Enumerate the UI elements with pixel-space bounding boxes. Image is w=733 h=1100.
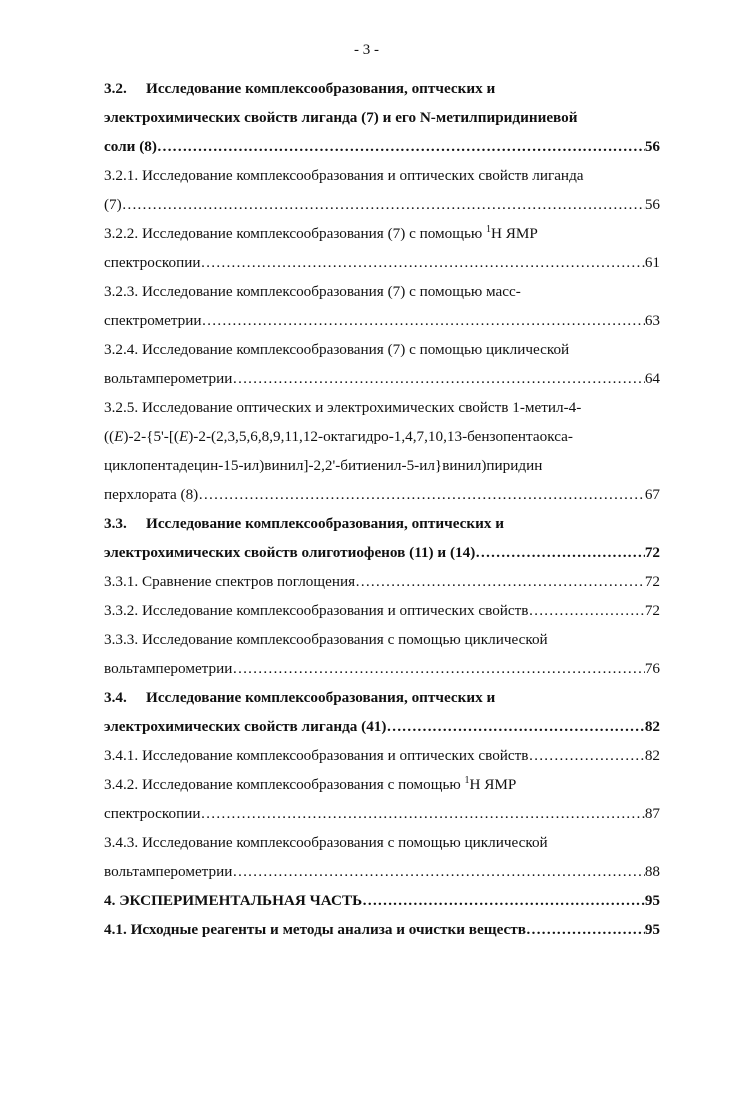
toc-entry-3-4-3-line1 — [104, 828, 660, 857]
toc-text: перхлората (8) — [104, 486, 199, 503]
section-number: 3.2. — [104, 80, 127, 97]
toc-entry-3-4-3-line2 — [104, 857, 660, 886]
toc-entry-3-3-3-line2 — [104, 654, 660, 683]
toc-text: 3.3.2. Исследование комплексообразования и оптических свойств — [104, 602, 529, 619]
toc-entry-3-2-3-line1 — [104, 277, 660, 306]
toc-text: 3.4.3. Исследование комплексообразования с помощью циклической — [104, 834, 548, 851]
toc-text: Исследование комплексообразования, оптческих и — [146, 689, 496, 706]
toc-text: H ЯМР — [491, 225, 538, 242]
toc-text: (7) — [104, 196, 122, 213]
toc-text: вольтамперометрии — [104, 660, 233, 677]
toc-text: циклопентадецин-15-ил)винил]-2,2'-битиенил-5-ил}винил)пиридин — [104, 457, 543, 474]
dot-leader — [202, 306, 645, 335]
toc-entry-3-2-4-line1 — [104, 335, 660, 364]
toc-entry-3-2-3-line2 — [104, 306, 660, 335]
toc-entry-3-4-2-line2 — [104, 799, 660, 828]
page-number: - 3 - — [354, 42, 379, 58]
toc-entry-4 — [104, 886, 660, 915]
toc-entry-3-2-2-line2 — [104, 248, 660, 277]
toc-page: 87 — [644, 805, 660, 822]
toc-text: 3.4.2. Исследование комплексообразования с помощью — [104, 776, 465, 793]
toc-page: 72 — [644, 602, 660, 619]
toc-text: 4.1. Исходные реагенты и методы анализа и очистки веществ — [104, 921, 526, 938]
toc-text-italic: E — [114, 428, 124, 445]
toc-page: 63 — [644, 312, 660, 329]
toc-text: 3.3.1. Сравнение спектров поглощения — [104, 573, 356, 590]
toc-page: 82 — [644, 718, 660, 735]
dot-leader — [198, 480, 645, 509]
toc-text: )-2-(2,3,5,6,8,9,11,12-октагидро-1,4,7,10,13-бензопентаокса- — [188, 428, 573, 445]
toc-entry-4-1 — [104, 915, 660, 944]
dot-leader — [122, 190, 645, 219]
dot-leader — [526, 915, 645, 944]
toc-entry-3-2-line1 — [104, 74, 660, 103]
toc-text: электрохимических свойств лиганда (7) и его N-метилпиридиниевой — [104, 109, 578, 126]
toc-text: 3.2.4. Исследование комплексообразования (7) с помощью циклической — [104, 341, 570, 358]
toc-page: 82 — [644, 747, 660, 764]
dot-leader — [528, 596, 644, 625]
toc-text: 3.2.5. Исследование оптических и электрохимических свойств 1-метил-4- — [104, 399, 582, 416]
dot-leader — [157, 132, 645, 161]
toc-text: электрохимических свойств лиганда (41) — [104, 718, 387, 735]
toc-entry-3-2-5-line2 — [104, 422, 660, 451]
toc-text: спектроскопии — [104, 254, 201, 271]
toc-entry-3-2-1-line1 — [104, 161, 660, 190]
toc-entry-3-3-1 — [104, 567, 660, 596]
toc-page: 67 — [644, 486, 660, 503]
toc-page: 88 — [644, 863, 660, 880]
toc-text: H ЯМР — [469, 776, 517, 793]
toc-entry-3-2-2-line1 — [104, 219, 660, 248]
toc-entry-3-4-2-line1 — [104, 770, 660, 799]
toc-text: 3.4.1. Исследование комплексообразования и оптических свойств — [104, 747, 529, 764]
toc-page: 76 — [644, 660, 660, 677]
toc-entry-3-2-5-line3 — [104, 451, 660, 480]
dot-leader — [232, 654, 644, 683]
superscript: 1 — [486, 223, 492, 235]
toc-text: электрохимических свойств олиготиофенов (11) и (14) — [104, 544, 476, 561]
toc-page: 95 — [644, 892, 660, 909]
dot-leader — [528, 741, 644, 770]
toc-text: 4. ЭКСПЕРИМЕНТАЛЬНАЯ ЧАСТЬ — [104, 892, 363, 909]
toc-text: Исследование комплексообразования, оптческих и — [146, 80, 496, 97]
toc-entry-3-4-line2 — [104, 712, 660, 741]
toc-entry-3-2-1-line2 — [104, 190, 660, 219]
toc-text: Исследование комплексообразования, оптических и — [146, 515, 505, 532]
toc-entry-3-2-5-line4 — [104, 480, 660, 509]
toc-page: 72 — [644, 573, 660, 590]
dot-leader — [355, 567, 645, 596]
toc-text: вольтамперометрии — [104, 370, 233, 387]
table-of-contents — [104, 74, 660, 944]
toc-entry-3-3-3-line1 — [104, 625, 660, 654]
toc-text: 3.2.3. Исследование комплексообразования (7) с помощью масс- — [104, 283, 521, 300]
toc-page: 72 — [644, 544, 660, 561]
toc-entry-3-3-line2 — [104, 538, 660, 567]
toc-entry-3-4-line1 — [104, 683, 660, 712]
superscript: 1 — [464, 774, 470, 786]
toc-page: 56 — [644, 138, 660, 155]
dot-leader — [232, 364, 644, 393]
toc-entry-3-4-1 — [104, 741, 660, 770]
toc-text: (( — [104, 428, 115, 445]
dot-leader — [232, 857, 644, 886]
toc-text: 3.2.2. Исследование комплексообразования (7) с помощью — [104, 225, 487, 242]
dot-leader — [201, 248, 645, 277]
toc-text: спектрометрии — [104, 312, 202, 329]
toc-entry-3-2-line2 — [104, 103, 660, 132]
toc-text: вольтамперометрии — [104, 863, 233, 880]
toc-text: )-2-{5'-[( — [123, 428, 179, 445]
dot-leader — [386, 712, 644, 741]
dot-leader — [475, 538, 645, 567]
toc-page: 56 — [644, 196, 660, 213]
dot-leader — [201, 799, 645, 828]
toc-text: спектроскопии — [104, 805, 201, 822]
toc-text: соли (8) — [104, 138, 157, 155]
toc-page: 95 — [644, 921, 660, 938]
section-number: 3.4. — [104, 689, 127, 706]
toc-entry-3-2-line3 — [104, 132, 660, 161]
toc-entry-3-2-4-line2 — [104, 364, 660, 393]
section-number: 3.3. — [104, 515, 127, 532]
toc-text: 3.2.1. Исследование комплексообразования и оптических свойств лиганда — [104, 167, 584, 184]
toc-entry-3-3-2 — [104, 596, 660, 625]
toc-text-italic: E — [178, 428, 189, 445]
toc-entry-3-2-5-line1 — [104, 393, 660, 422]
toc-page: 64 — [644, 370, 660, 387]
toc-entry-3-3-line1 — [104, 509, 660, 538]
dot-leader — [362, 886, 645, 915]
toc-text: 3.3.3. Исследование комплексообразования с помощью циклической — [104, 631, 548, 648]
toc-page: 61 — [644, 254, 660, 271]
